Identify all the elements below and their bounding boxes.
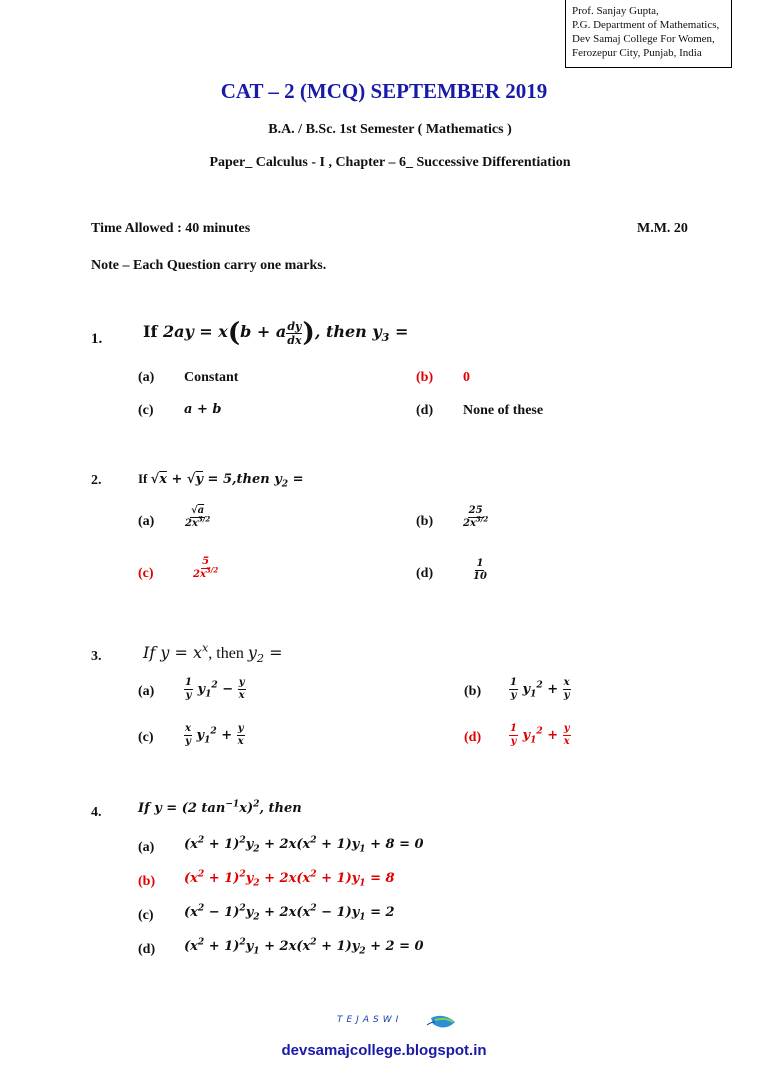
q3-option-c-label: (c) xyxy=(138,730,154,745)
question-1-number: 1. xyxy=(91,331,103,347)
q2-option-c-label: (c) xyxy=(138,566,154,581)
paper-line: Paper_ Calculus - I , Chapter – 6_ Successive Differentiation xyxy=(209,155,571,170)
q2-option-b: $\frac{25}{2x^{3/2}}$ xyxy=(463,505,489,529)
logo-text: TEJASWI xyxy=(337,1015,403,1025)
question-4-text: If y = (2 $\tan^{-1}x)^2$, then xyxy=(138,798,302,816)
q1-option-b-label: (b) xyxy=(416,370,434,385)
q3-option-d-label: (d) xyxy=(464,730,482,745)
q3-option-a: $\frac{1}{y}$ $y_1^2$ − $\frac{y}{x}$ xyxy=(185,677,245,701)
author-department: P.G. Department of Mathematics, xyxy=(572,19,720,31)
question-3-text: If $y = x^x$, then $y_2$ = xyxy=(143,641,283,666)
q3-option-a-label: (a) xyxy=(138,684,155,699)
q2-option-a-label: (a) xyxy=(138,514,155,529)
q4-option-a: $(x^2 + 1)^2y_2 + 2x(x^2 + 1)y_1 + 8 = 0$ xyxy=(184,834,424,855)
q4-option-d: $(x^2 + 1)^2y_1 + 2x(x^2 + 1)y_2 + 2 = 0$ xyxy=(184,936,424,957)
blog-url-link[interactable]: devsamajcollege.blogspot.in xyxy=(281,1042,487,1059)
q1-option-a: Constant xyxy=(184,370,239,385)
page-title: CAT – 2 (MCQ) SEPTEMBER 2019 xyxy=(220,79,548,103)
q4-option-d-label: (d) xyxy=(138,942,156,957)
q3-option-b-label: (b) xyxy=(464,684,482,699)
q3-option-d: $\frac{1}{y}$ $y_1^2$ + $\frac{y}{x}$ xyxy=(510,723,570,747)
q4-option-b: $(x^2 + 1)^2y_2 + 2x(x^2 + 1)y_1 = 8$ xyxy=(184,868,395,889)
q1-option-c-label: (c) xyxy=(138,403,154,418)
q4-option-c-label: (c) xyxy=(138,908,154,923)
course-line: B.A. / B.Sc. 1st Semester ( Mathematics ) xyxy=(268,122,512,137)
q2-option-a: $\frac{√a}{2x^{3/2}}$ xyxy=(185,505,211,529)
max-marks: M.M. 20 xyxy=(637,221,688,236)
author-location: Ferozepur City, Punjab, India xyxy=(572,47,702,59)
feather-icon xyxy=(335,1012,459,1034)
author-info-box xyxy=(565,0,732,68)
q3-option-c: $\frac{x}{y}$ $y_1^2$ + $\frac{y}{x}$ xyxy=(185,723,244,747)
q1-option-a-label: (a) xyxy=(138,370,155,385)
q2-option-b-label: (b) xyxy=(416,514,434,529)
author-college: Dev Samaj College For Women, xyxy=(572,33,715,45)
question-2-text: If √x + √y = 5,then $y_2$ = xyxy=(138,471,304,490)
q4-option-a-label: (a) xyxy=(138,840,155,855)
question-1-text: If 2ay = x(b + a $\frac{dy}{dx}$ ), then $y_3$ = xyxy=(143,318,409,348)
q1-option-c: a + b xyxy=(184,402,222,417)
tejaswi-logo xyxy=(335,1012,459,1034)
q1-option-d: None of these xyxy=(463,403,544,418)
q1-option-b: 0 xyxy=(463,370,470,385)
q2-option-d-label: (d) xyxy=(416,566,434,581)
author-name: Prof. Sanjay Gupta, xyxy=(572,5,659,17)
time-allowed: Time Allowed : 40 minutes xyxy=(91,221,251,236)
q1-option-d-label: (d) xyxy=(416,403,434,418)
q4-option-c: $(x^2 - 1)^2y_2 + 2x(x^2 - 1)y_1 = 2$ xyxy=(184,902,395,923)
note-line: Note – Each Question carry one marks. xyxy=(91,258,327,273)
question-2-number: 2. xyxy=(91,473,102,488)
question-4-number: 4. xyxy=(91,805,102,820)
q4-option-b-label: (b) xyxy=(138,874,156,889)
question-3-number: 3. xyxy=(91,649,102,664)
q2-option-c: $\frac{5}{2x^{3/2}}$ xyxy=(193,556,219,580)
q2-option-d: $\frac{1}{10}$ xyxy=(473,558,487,582)
q3-option-b: $\frac{1}{y}$ $y_1^2$ + $\frac{x}{y}$ xyxy=(510,677,570,701)
